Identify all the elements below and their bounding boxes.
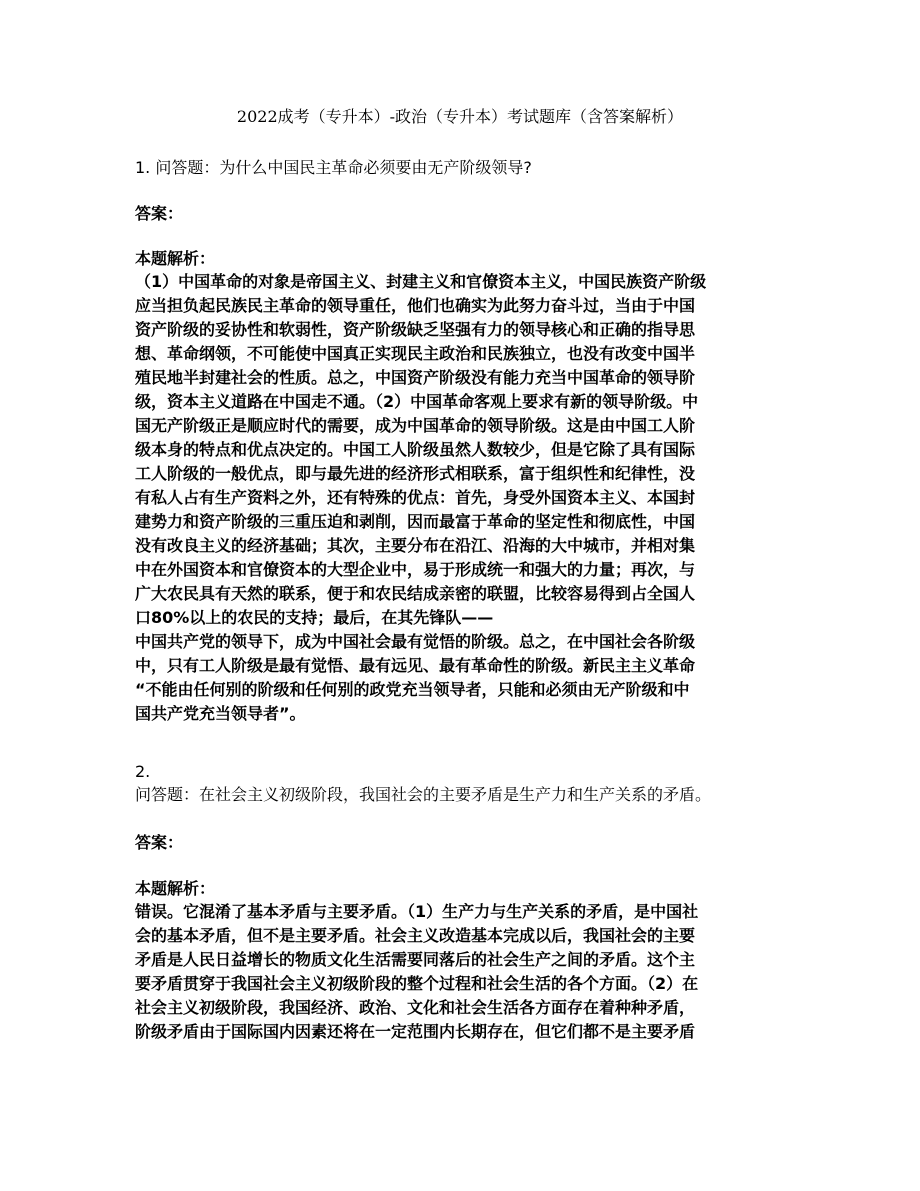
analysis-line: 要矛盾贯穿于我国社会主义初级阶段的整个过程和社会生活的各个方面。（2）在	[135, 974, 699, 993]
question-1-analysis	[135, 270, 706, 726]
analysis-line: 想、革命纲领，不可能使中国真正实现民主政治和民族独立，也没有改变中国半	[135, 344, 696, 363]
analysis-line: 社会主义初级阶段，我国经济、政治、文化和社会生活各方面存在着种种矛盾，	[135, 998, 696, 1017]
analysis-line: 广大农民具有天然的联系，便于和农民结成亲密的联盟，比较容易得到占全国人	[135, 584, 696, 603]
analysis-line: 应当担负起民族民主革命的领导重任，他们也确实为此努力奋斗过，当由于中国	[135, 296, 696, 315]
analysis-line: 没有改良主义的经济基础；其次，主要分布在沿江、沿海的大中城市，并相对集	[135, 536, 696, 555]
question-2-number: 2.	[135, 762, 151, 781]
analysis-line: 中，只有工人阶级是最有觉悟、最有远见、最有革命性的阶级。新民主主义革命	[135, 656, 696, 675]
analysis-line: 工人阶级的一般优点，即与最先进的经济形式相联系，富于组织性和纪律性，没	[135, 464, 696, 483]
analysis-line: 国无产阶级正是顺应时代的需要，成为中国革命的领导阶级。这是由中国工人阶	[135, 416, 696, 435]
analysis-line: 级本身的特点和优点决定的。中国工人阶级虽然人数较少，但是它除了具有国际	[135, 440, 696, 459]
analysis-line: 会的基本矛盾，但不是主要矛盾。社会主义改造基本完成以后，我国社会的主要	[135, 926, 696, 945]
analysis-line: 国共产党充当领导者”。	[135, 704, 306, 723]
analysis-line: “不能由任何别的阶级和任何别的政党充当领导者，只能和必须由无产阶级和中	[135, 680, 690, 699]
analysis-line: 资产阶级的妥协性和软弱性，资产阶级缺乏坚强有力的领导核心和正确的指导思	[135, 320, 696, 339]
question-1-text: 1. 问答题：为什么中国民主革命必须要由无产阶级领导?	[135, 158, 532, 177]
question-1-analysis-label: 本题解析：	[135, 249, 216, 268]
question-2-answer-label: 答案：	[135, 833, 184, 852]
analysis-line: 错误。它混淆了基本矛盾与主要矛盾。（1）生产力与生产关系的矛盾，是中国社	[135, 902, 699, 921]
analysis-line: 有私人占有生产资料之外，还有特殊的优点：首先，身受外国资本主义、本国封	[135, 488, 696, 507]
analysis-line: 中国共产党的领导下，成为中国社会最有觉悟的阶级。总之，在中国社会各阶级	[135, 632, 696, 651]
analysis-line: 阶级矛盾由于国际国内因素还将在一定范围内长期存在，但它们都不是主要矛盾	[135, 1022, 696, 1041]
analysis-line: 殖民地半封建社会的性质。总之，中国资产阶级没有能力充当中国革命的领导阶	[135, 368, 696, 387]
analysis-line: 口80%以上的农民的支持；最后，在其先锋队——	[135, 608, 494, 627]
question-2-analysis	[135, 900, 698, 1044]
question-2-analysis-label: 本题解析：	[135, 879, 216, 898]
analysis-line: 建势力和资产阶级的三重压迫和剥削，因而最富于革命的坚定性和彻底性，中国	[135, 512, 696, 531]
analysis-line: 中在外国资本和官僚资本的大型企业中，易于形成统一和强大的力量；再次，与	[135, 560, 696, 579]
document-title: 2022成考（专升本）-政治（专升本）考试题库（含答案解析）	[236, 107, 684, 126]
analysis-line: 矛盾是人民日益增长的物质文化生活需要同落后的社会生产之间的矛盾。这个主	[135, 950, 696, 969]
analysis-line: 级，资本主义道路在中国走不通。（2）中国革命客观上要求有新的领导阶级。中	[135, 392, 699, 411]
question-2-text: 问答题：在社会主义初级阶段，我国社会的主要矛盾是生产力和生产关系的矛盾。	[135, 785, 712, 804]
analysis-line: （1）中国革命的对象是帝国主义、封建主义和官僚资本主义，中国民族资产阶级	[135, 272, 707, 291]
question-1-answer-label: 答案：	[135, 204, 184, 223]
